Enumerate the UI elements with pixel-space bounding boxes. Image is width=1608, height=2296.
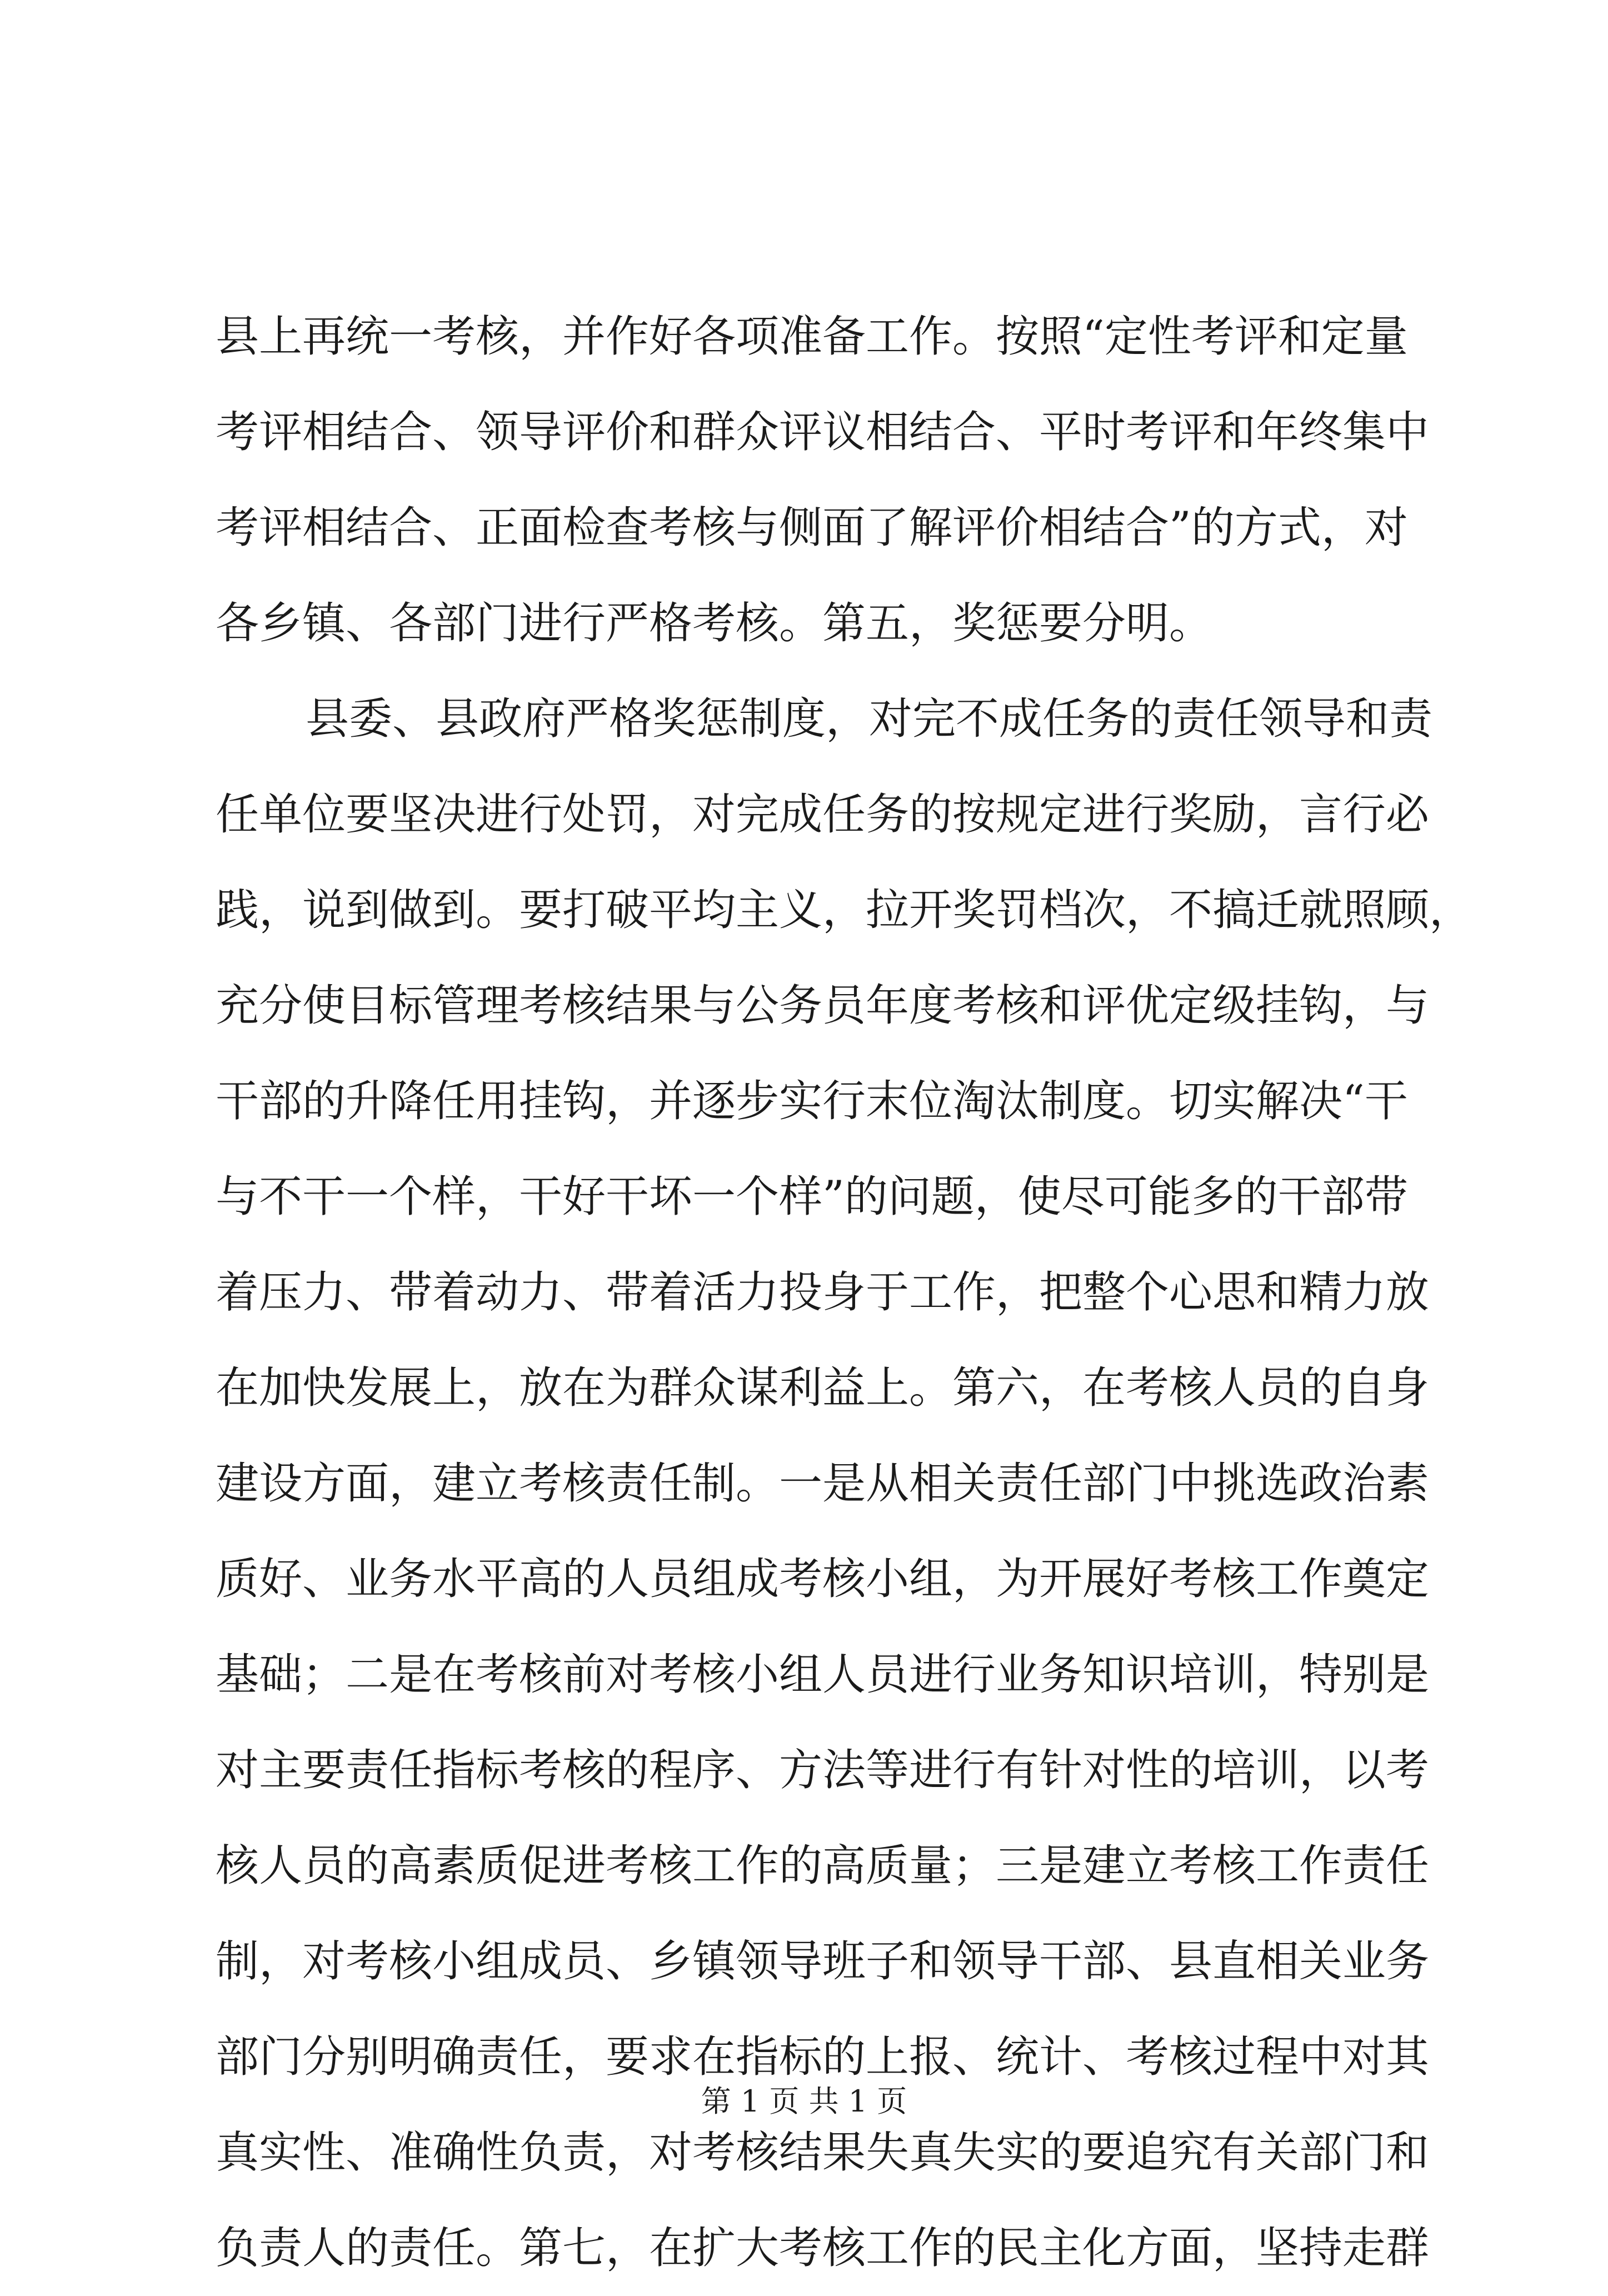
text-line: 在加快发展上，放在为群众谋利益上。第六，在考核人员的自身 [216, 1363, 1430, 1413]
text-line: 真实性、准确性负责，对考核结果失真失实的要追究有关部门和 [216, 2128, 1430, 2178]
text-line: 制，对考核小组成员、乡镇领导班子和领导干部、县直相关业务 [216, 1936, 1430, 1986]
text-line: 干部的升降任用挂钩，并逐步实行末位淘汰制度。切实解决“干 [216, 1076, 1408, 1126]
text-line: 负责人的责任。第七，在扩大考核工作的民主化方面，坚持走群 [216, 2223, 1430, 2273]
text-line: 县委、县政府严格奖惩制度，对完不成任务的责任领导和责 [306, 694, 1433, 744]
text-line: 与不干一个样，干好干坏一个样”的问题，使尽可能多的干部带 [216, 1172, 1408, 1222]
page-footer: 第 1 页 共 1 页 [701, 2084, 907, 2119]
text-line: 任单位要坚决进行处罚，对完成任务的按规定进行奖励，言行必 [216, 790, 1430, 840]
text-line: 基础；二是在考核前对考核小组人员进行业务知识培训，特别是 [216, 1650, 1430, 1700]
text-line: 各乡镇、各部门进行严格考核。第五，奖惩要分明。 [216, 598, 1213, 648]
document-body [216, 289, 1473, 2296]
text-line: 践，说到做到。要打破平均主义，拉开奖罚档次，不搞迁就照顾， [216, 885, 1473, 935]
text-line: 质好、业务水平高的人员组成考核小组，为开展好考核工作奠定 [216, 1554, 1430, 1604]
text-line: 充分使目标管理考核结果与公务员年度考核和评优定级挂钩，与 [216, 981, 1430, 1031]
text-line: 对主要责任指标考核的程序、方法等进行有针对性的培训，以考 [216, 1745, 1430, 1795]
text-line: 着压力、带着动力、带着活力投身于工作，把整个心思和精力放 [216, 1267, 1430, 1317]
text-line: 县上再统一考核，并作好各项准备工作。按照“定性考评和定量 [216, 312, 1408, 362]
text-line: 部门分别明确责任，要求在指标的上报、统计、考核过程中对其 [216, 2032, 1430, 2082]
text-line: 核人员的高素质促进考核工作的高质量；三是建立考核工作责任 [216, 1841, 1430, 1891]
text-line: 考评相结合、领导评价和群众评议相结合、平时考评和年终集中 [216, 407, 1430, 457]
text-line: 建设方面，建立考核责任制。一是从相关责任部门中挑选政治素 [216, 1459, 1430, 1509]
text-line: 考评相结合、正面检查考核与侧面了解评价相结合”的方式，对 [216, 503, 1408, 553]
